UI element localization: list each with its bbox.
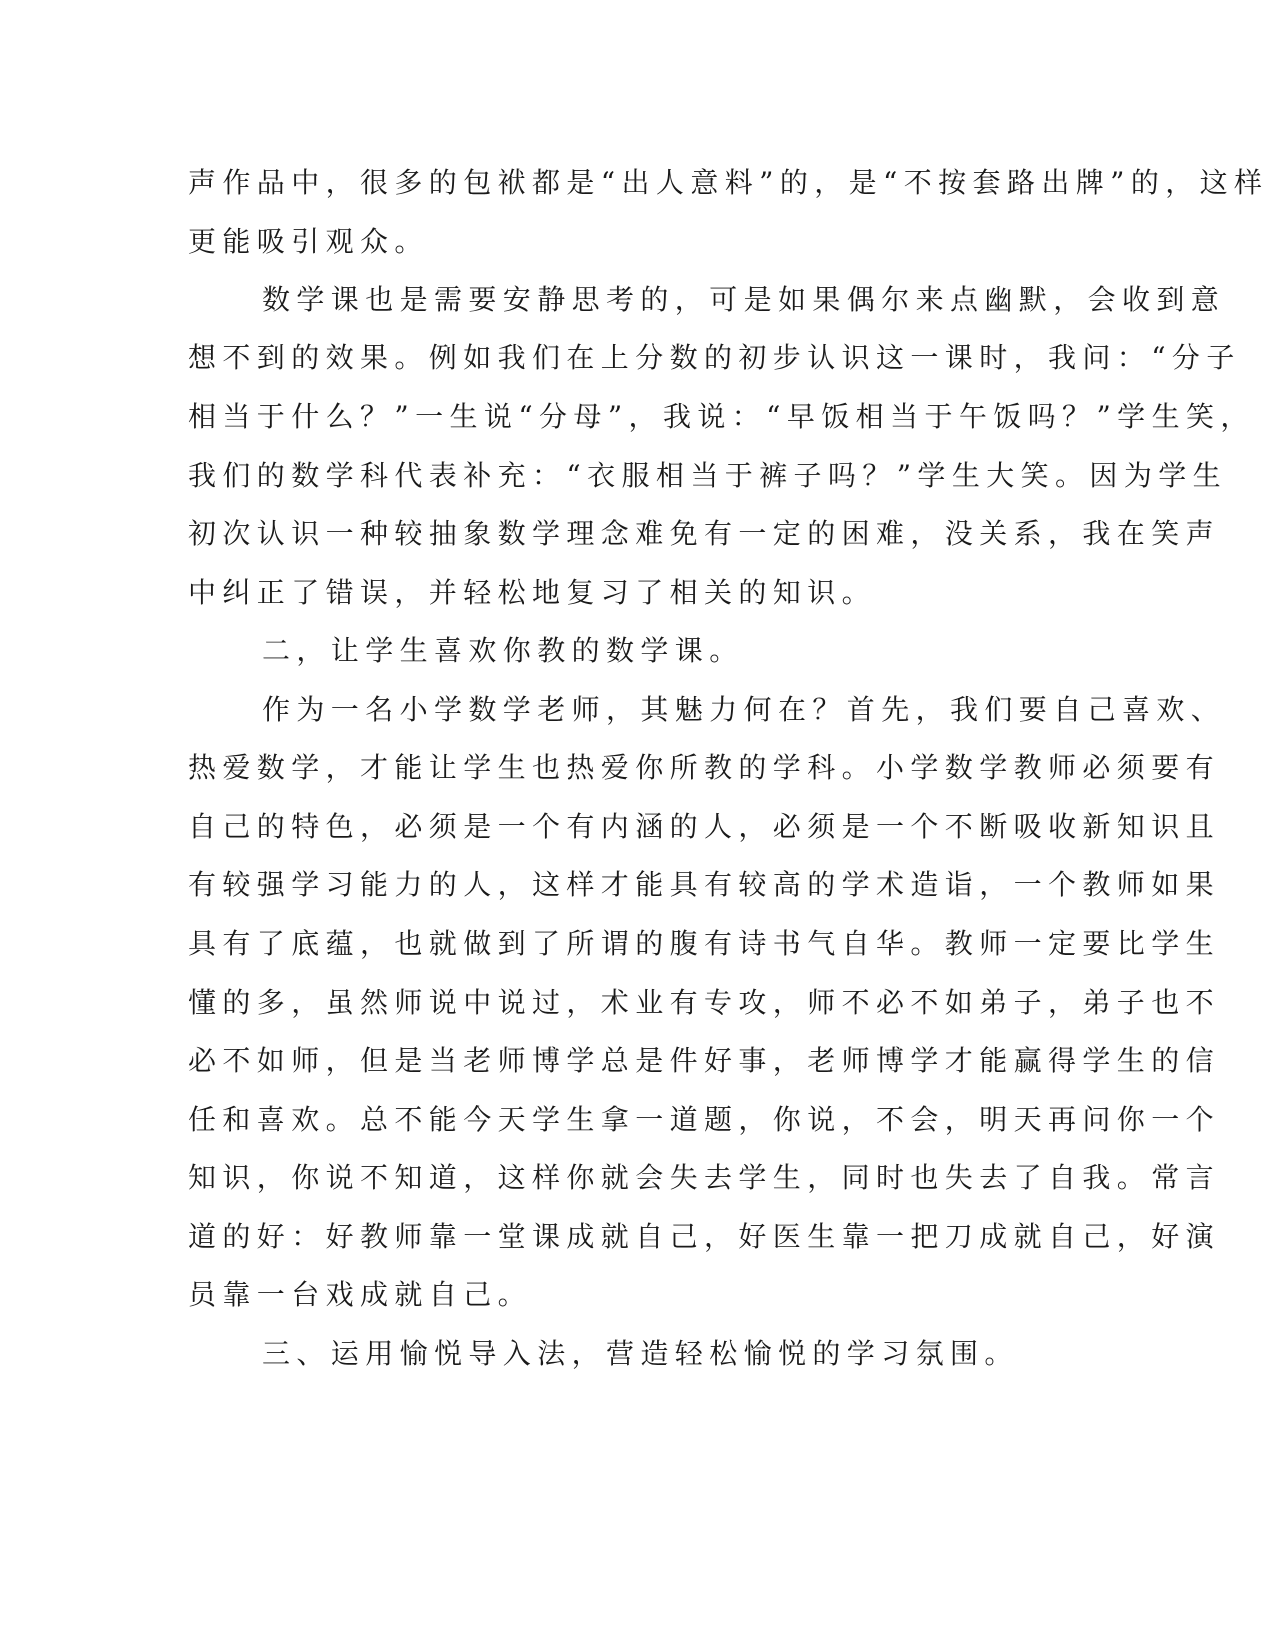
text-line: 声作品中，很多的包袱都是“出人意料”的，是“不按套路出牌”的，这样 — [188, 166, 1269, 199]
text-line: 我们的数学科代表补充：“衣服相当于裤子吗？”学生大笑。因为学生 — [188, 459, 1228, 492]
text-line: 想不到的效果。例如我们在上分数的初步认识这一课时，我问：“分子 — [188, 341, 1241, 374]
text-line: 懂的多，虽然师说中说过，术业有专攻，师不必不如弟子，弟子也不 — [188, 986, 1221, 1019]
text-line: 自己的特色，必须是一个有内涵的人，必须是一个不断吸收新知识且 — [188, 810, 1221, 843]
text-line: 具有了底蕴，也就做到了所谓的腹有诗书气自华。教师一定要比学生 — [188, 927, 1221, 960]
text-line: 中纠正了错误，并轻松地复习了相关的知识。 — [188, 576, 877, 609]
text-line: 道的好：好教师靠一堂课成就自己，好医生靠一把刀成就自己，好演 — [188, 1220, 1221, 1253]
text-line: 有较强学习能力的人，这样才能具有较高的学术造诣，一个教师如果 — [188, 868, 1221, 901]
text-line: 相当于什么？”一生说“分母”，我说：“早饭相当于午饭吗？”学生笑， — [188, 400, 1255, 433]
paragraph-start-line: 数学课也是需要安静思考的，可是如果偶尔来点幽默，会收到意 — [262, 283, 1226, 316]
paragraph-start-line: 作为一名小学数学老师，其魅力何在？首先，我们要自己喜欢、 — [262, 693, 1226, 726]
section-heading: 三、运用愉悦导入法，营造轻松愉悦的学习氛围。 — [262, 1337, 1019, 1370]
text-line: 更能吸引观众。 — [188, 225, 429, 258]
text-line: 必不如师，但是当老师博学总是件好事，老师博学才能赢得学生的信 — [188, 1044, 1221, 1077]
text-line: 任和喜欢。总不能今天学生拿一道题，你说，不会，明天再问你一个 — [188, 1103, 1221, 1136]
section-heading: 二，让学生喜欢你教的数学课。 — [262, 634, 744, 667]
text-line: 知识，你说不知道，这样你就会失去学生，同时也失去了自我。常言 — [188, 1161, 1221, 1194]
text-line: 热爱数学，才能让学生也热爱你所教的学科。小学数学教师必须要有 — [188, 751, 1221, 784]
text-line: 员靠一台戏成就自己。 — [188, 1278, 533, 1311]
text-line: 初次认识一种较抽象数学理念难免有一定的困难，没关系，我在笑声 — [188, 517, 1221, 550]
